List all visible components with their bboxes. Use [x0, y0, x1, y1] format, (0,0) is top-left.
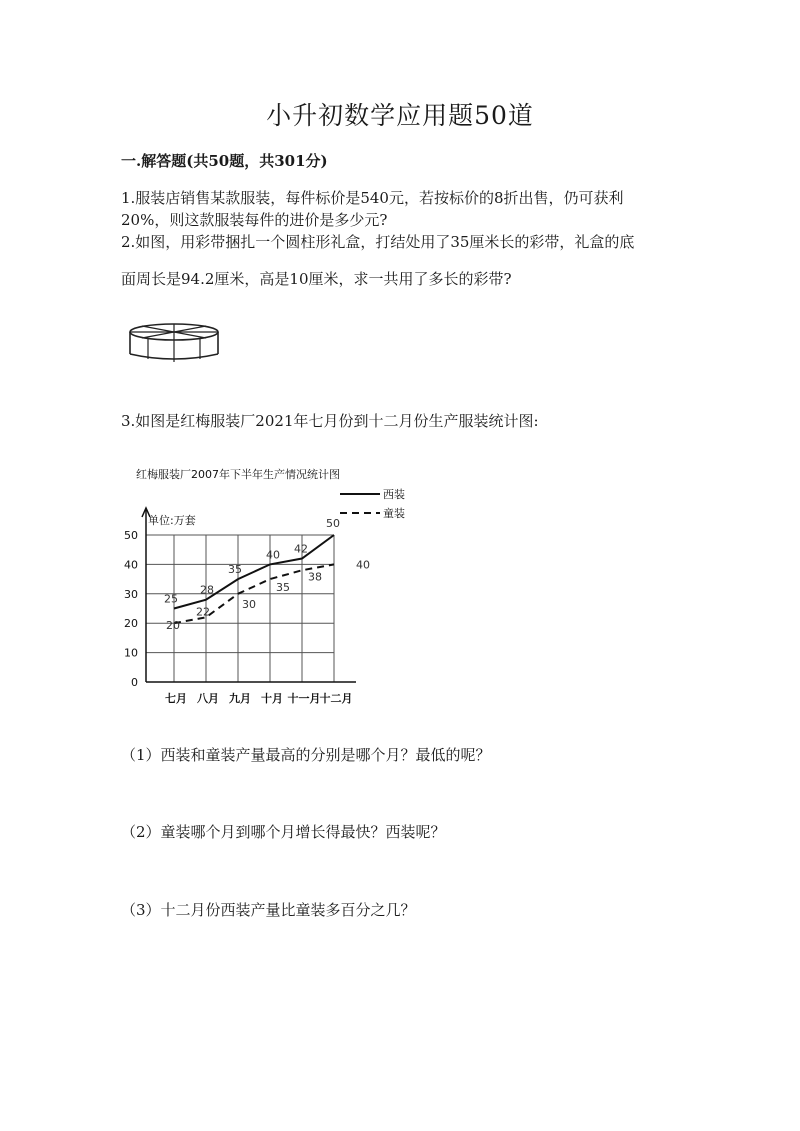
- chart-title: 红梅服装厂2007年下半年生产情况统计图: [136, 468, 340, 481]
- cylinder-gift-box-figure: [128, 322, 220, 364]
- data-label: 40: [356, 558, 370, 572]
- chart-unit-label: 单位:万套: [148, 514, 196, 527]
- y-tick-label: 20: [124, 617, 138, 631]
- data-label: 35: [276, 581, 290, 595]
- legend-label: 西装: [383, 488, 405, 501]
- page-title: 小升初数学应用题50道: [266, 101, 534, 130]
- x-tick-label: 七月: [165, 692, 187, 705]
- x-tick-label: 十二月: [319, 692, 353, 705]
- data-label: 25: [164, 592, 178, 606]
- x-tick-label: 十一月: [287, 692, 321, 705]
- sub-question-3: （3）十二月份西装产量比童装多百分之几？: [121, 901, 416, 919]
- data-label: 22: [196, 605, 210, 619]
- x-tick-label: 八月: [197, 692, 219, 705]
- data-label: 50: [326, 517, 340, 530]
- data-label: 35: [228, 563, 242, 577]
- y-tick-label: 10: [124, 646, 138, 660]
- data-label: 38: [308, 570, 322, 584]
- question-2-line-2: 面周长是94.2厘米，高是10厘米，求一共用了多长的彩带?: [121, 270, 512, 288]
- y-tick-label: 40: [124, 558, 138, 572]
- line-chart: [120, 462, 405, 707]
- question-1-line-2: 20%，则这款服装每件的进价是多少元?: [121, 211, 388, 229]
- x-tick-label: 十月: [261, 692, 283, 705]
- question-2-line-1: 2.如图，用彩带捆扎一个圆柱形礼盒，打结处用了35厘米长的彩带，礼盒的底: [121, 233, 635, 251]
- data-label: 40: [266, 548, 280, 562]
- data-label: 20: [166, 619, 180, 633]
- question-1-line-1: 1.服装店销售某款服装，每件标价是540元，若按标价的8折出售，仍可获利: [121, 189, 624, 207]
- section-heading: 一.解答题(共50题，共301分): [121, 152, 328, 170]
- data-label: 42: [294, 542, 308, 556]
- data-label: 28: [200, 583, 214, 597]
- y-tick-label: 30: [124, 587, 138, 601]
- sub-question-1: （1）西装和童装产量最高的分别是哪个月？最低的呢？: [121, 746, 491, 764]
- question-3-intro: 3.如图是红梅服装厂2021年七月份到十二月份生产服装统计图:: [121, 412, 539, 430]
- y-tick-label: 50: [124, 529, 138, 542]
- sub-question-2: （2）童装哪个月到哪个月增长得最快？西装呢？: [121, 823, 446, 841]
- legend-label: 童装: [383, 507, 405, 520]
- y-tick-label: 0: [131, 676, 138, 689]
- data-label: 30: [242, 597, 256, 611]
- x-tick-label: 九月: [229, 692, 251, 705]
